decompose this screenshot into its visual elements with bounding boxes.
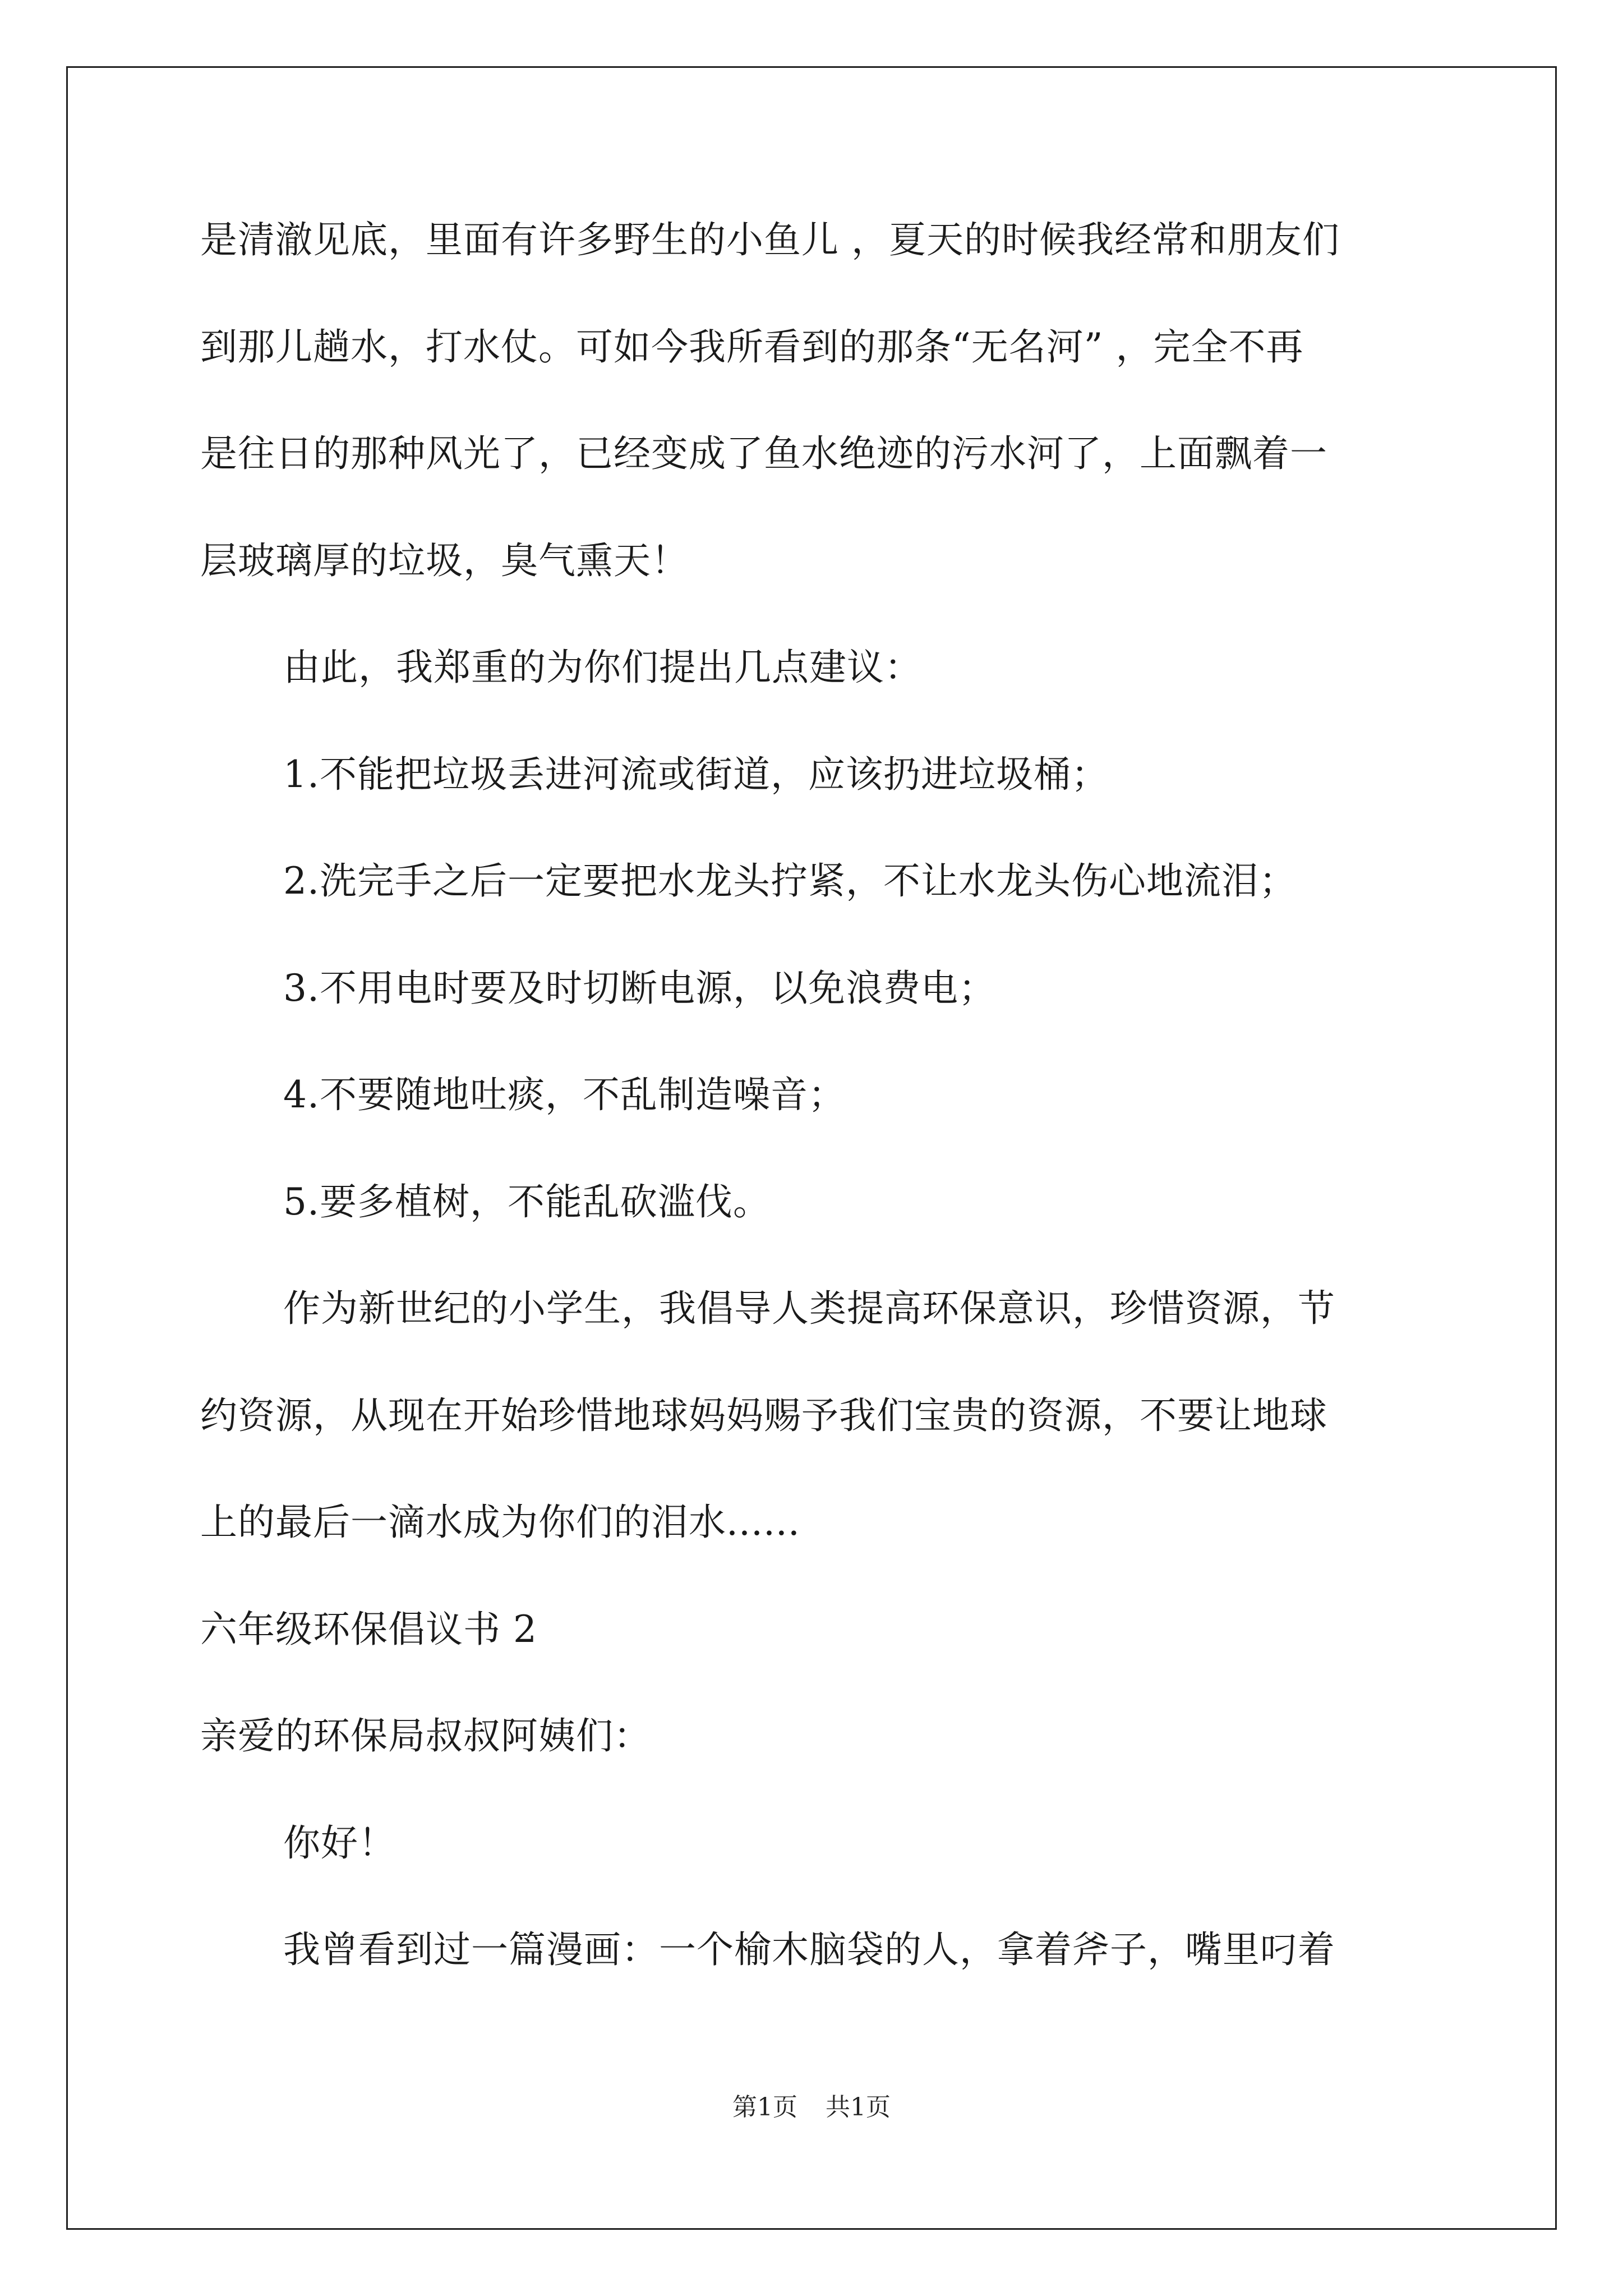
list-item: 2.洗完手之后一定要把水龙头拧紧，不让水龙头伤心地流泪； <box>283 859 1297 903</box>
text-line: 层玻璃厚的垃圾，臭气熏天！ <box>200 539 689 582</box>
list-item: 3.不用电时要及时切断电源，以免浪费电； <box>283 966 996 1010</box>
text-line: 作为新世纪的小学生，我倡导人类提高环保意识，珍惜资源，节 <box>283 1287 1335 1330</box>
text-line: 由此，我郑重的为你们提出几点建议： <box>283 646 922 689</box>
list-item: 4.不要随地吐痰，不乱制造噪音； <box>283 1073 846 1116</box>
greeting: 你好！ <box>283 1821 396 1865</box>
text-line: 是往日的那种风光了，已经变成了鱼水绝迹的污水河了，上面飘着一 <box>200 432 1327 475</box>
document-body <box>200 218 1434 2035</box>
list-item: 5.要多植树，不能乱砍滥伐。 <box>283 1180 771 1223</box>
page-total: 共1页 <box>826 2093 891 2122</box>
text-line: 约资源，从现在开始珍惜地球妈妈赐予我们宝贵的资源，不要让地球 <box>200 1393 1327 1437</box>
list-item: 1.不能把垃圾丢进河流或街道，应该扔进垃圾桶； <box>283 752 1109 796</box>
salutation: 亲爱的环保局叔叔阿姨们： <box>200 1714 651 1757</box>
text-line: 上的最后一滴水成为你们的泪水...... <box>200 1501 800 1544</box>
page-footer <box>0 2087 1623 2123</box>
text-line: 我曾看到过一篇漫画：一个榆木脑袋的人，拿着斧子，嘴里叼着 <box>283 1928 1335 1971</box>
section-heading: 六年级环保倡议书 2 <box>200 1607 537 1651</box>
page-number: 第1页 <box>732 2093 797 2122</box>
text-line: 是清澈见底，里面有许多野生的小鱼儿 ，夏天的时候我经常和朋友们 <box>200 218 1340 261</box>
text-line: 到那儿趟水，打水仗。可如今我所看到的那条“无名河” ，完全不再 <box>200 325 1304 369</box>
